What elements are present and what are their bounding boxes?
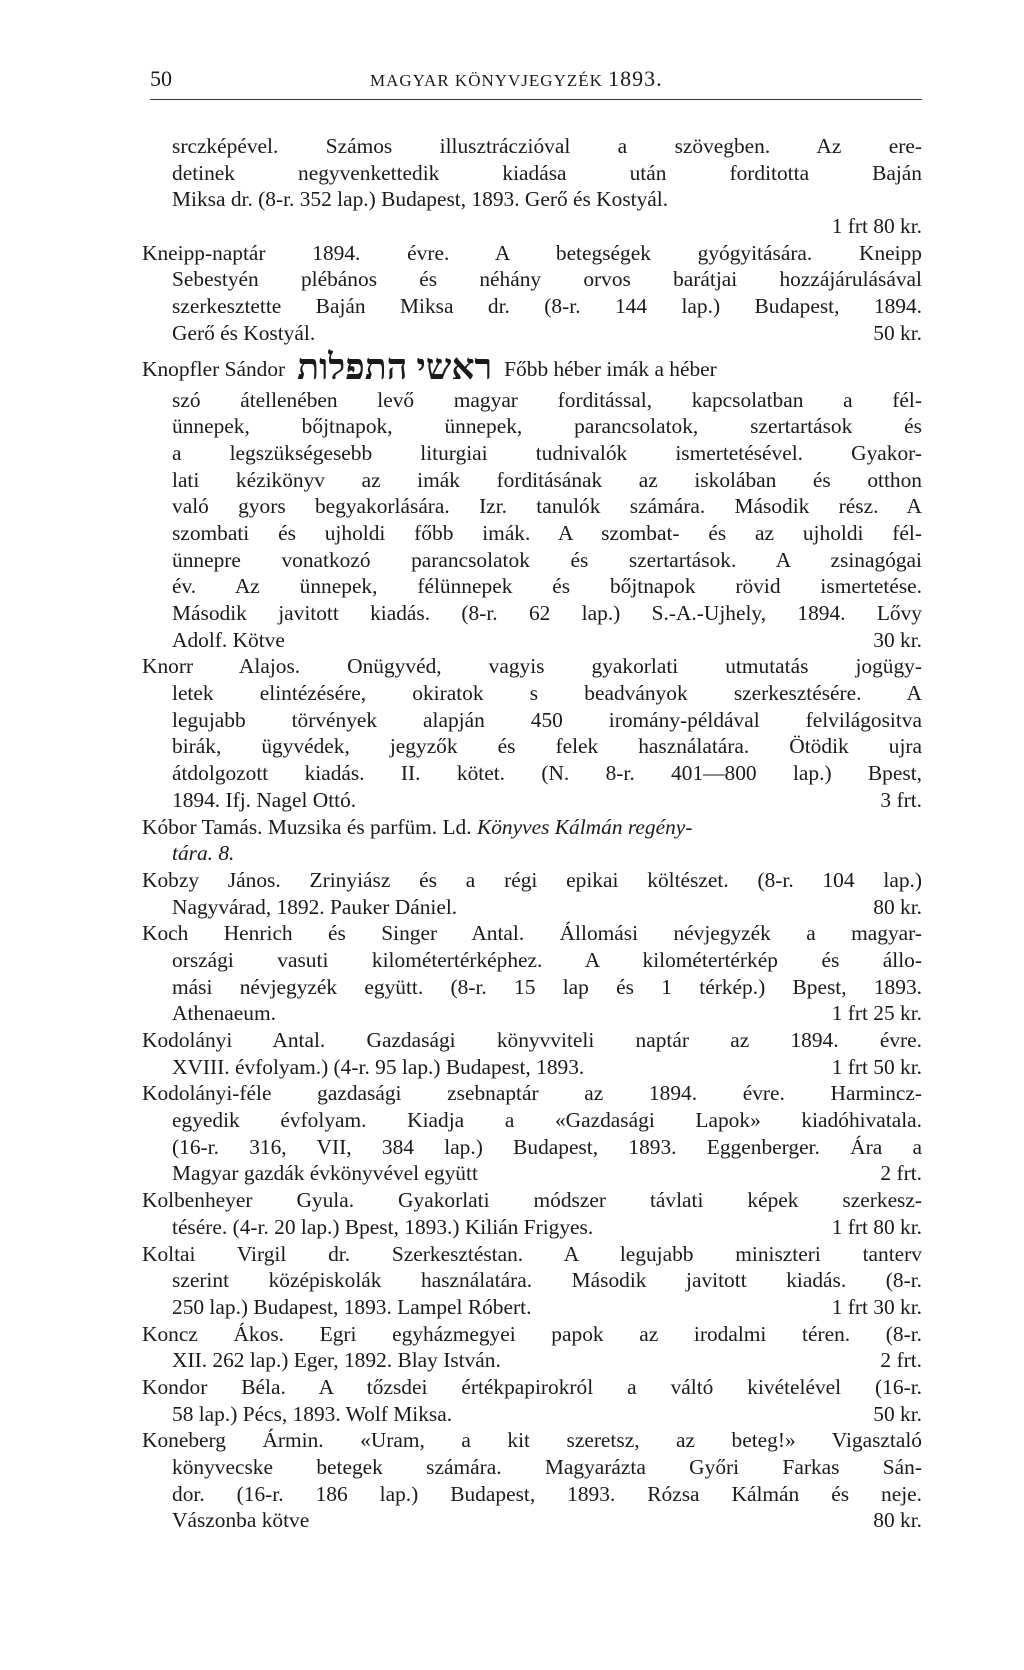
- line-text: Gerő és Kostyál.: [172, 320, 316, 345]
- text-line: [142, 1321, 922, 1348]
- line-text: Kodolányi Antal. Gazdasági könyvviteli naptár az 1894. évre.: [142, 1028, 922, 1052]
- text-line: [142, 1267, 922, 1294]
- line-text: legujabb törvények alapján 450 irománу-példával felvilágositva: [172, 707, 922, 732]
- line-text: Knorr Alajos. Onügyvéd, vagyis gyakorlati utmutatás jogügy-: [142, 654, 922, 679]
- line-text: mási névjegyzék együtt. (8-r. 15 lap és 1 térkép.) Bpest, 1893.: [172, 974, 922, 999]
- text-line: [142, 133, 922, 160]
- text-line: [142, 733, 922, 760]
- line-text: tésére. (4-r. 20 lap.) Bpest, 1893.) Kilián Frigyes.: [172, 1214, 594, 1239]
- price: 50 kr.: [873, 320, 922, 345]
- line-text: szombati és ujholdi főbb imák. A szombat- és az ujholdi fél-: [172, 520, 922, 545]
- line-text: egyedik évfolyam. Kiadja a «Gazdasági Lapok» kiadóhivatala.: [172, 1108, 922, 1133]
- text-line: [142, 1187, 922, 1214]
- line-text: könyvecske betegek számára. Magyarázta Győri Farkas Sán-: [172, 1455, 922, 1479]
- text-line: [142, 266, 922, 293]
- page-number: 50: [150, 66, 172, 91]
- text-line: [142, 213, 922, 240]
- line-text: Koneberg Ármin. «Uram, a kit szeretsz, az beteg!» Vigasztaló: [142, 1428, 922, 1453]
- line-text: Kondor Béla. A tőzsdei értékpapirokról a váltó kivételével (16-r.: [142, 1374, 922, 1399]
- price: 2 frt.: [880, 1161, 922, 1186]
- text-line: [142, 440, 922, 467]
- price: 1 frt 80 kr.: [831, 214, 922, 239]
- line-text: Kóbor Tamás. Muzsika és parfüm. Ld.: [142, 814, 472, 839]
- line-text: letek elintézésére, okiratok s beadványok szerkesztésére. A: [172, 681, 922, 706]
- line-text: Koltai Virgil dr. Szerkesztéstan. A legujabb miniszteri tanterv: [142, 1241, 922, 1266]
- price: 1 frt 50 kr.: [831, 1054, 922, 1079]
- price: 1 frt 25 kr.: [831, 1001, 922, 1026]
- text-line: [142, 1481, 922, 1508]
- text-line: [142, 467, 922, 494]
- line-text: detinek negyvenkettedik kiadása után forditotta Baján: [172, 160, 922, 185]
- text-line: [142, 1374, 922, 1401]
- line-text: Koncz Ákos. Egri egyházmegyei papok az irodalmi téren. (8-r.: [142, 1321, 922, 1346]
- line-text: Miksa dr. (8-r. 352 lap.) Budapest, 1893. Gerő és Kostyál.: [172, 187, 669, 212]
- line-text: Kobzy János. Zrinyiász és a régi epikai költészet. (8-r. 104 lap.): [142, 867, 922, 892]
- line-text: Második javitott kiadás. (8-r. 62 lap.) S.-A.-Ujhely, 1894. Lővy: [172, 601, 922, 625]
- line-text: XVIII. évfolyam.) (4-r. 95 lap.) Budapest, 1893.: [172, 1054, 585, 1079]
- line-text: Nagyvárad, 1892. Pauker Dániel.: [172, 894, 458, 919]
- text-line: [142, 160, 922, 187]
- line-text: 1894. Ifj. Nagel Ottó.: [172, 787, 357, 812]
- line-text: srczképével. Számos illusztráczióval a szövegben. Az ere-: [172, 134, 922, 158]
- line-text: ünnepek, bőjtnapok, ünnepek, parancsolatok, szertartások és: [172, 414, 922, 439]
- line-text: ünnepre vonatkozó parancsolatok és szertartások. A zsinagógai: [172, 547, 922, 572]
- line-text: év. Az ünnepek, félünnepek és bőjtnapok rövid ismertetése.: [172, 574, 922, 599]
- line-text: Kolbenheyer Gyula. Gyakorlati módszer távlati képek szerkesz-: [142, 1188, 922, 1213]
- line-text: Koch Henrich és Singer Antal. Állomási névjegyzék a magyar-: [142, 921, 922, 946]
- line-text: 250 lap.) Budapest, 1893. Lampel Róbert.: [172, 1294, 532, 1319]
- line-text: Adolf. Kötve: [172, 627, 285, 652]
- text-line: [142, 320, 922, 347]
- text-line: [142, 347, 922, 387]
- text-line: [142, 760, 922, 787]
- line-text: Kodolányi-féle gazdasági zsebnaptár az 1894. évre. Harmincz-: [142, 1081, 922, 1106]
- text-line: [142, 186, 922, 213]
- line-text: való gyors begyakorlására. Izr. tanulók számára. Második rész. A: [172, 494, 922, 519]
- text-line: [142, 1507, 922, 1534]
- text-line: [142, 920, 922, 947]
- header-rule: [150, 99, 922, 100]
- text-line: [142, 1294, 922, 1321]
- line-text: 58 lap.) Pécs, 1893. Wolf Miksa.: [172, 1401, 453, 1426]
- price: 30 kr.: [873, 627, 922, 652]
- page-header: [150, 66, 922, 92]
- price: 1 frt 30 kr.: [831, 1294, 922, 1319]
- text-line: [142, 1027, 922, 1054]
- line-text: (16-r. 316, VII, 384 lap.) Budapest, 1893. Eggenberger. Ára a: [172, 1134, 922, 1159]
- running-head: [370, 66, 663, 94]
- text-line: [142, 867, 922, 894]
- text-line: [142, 1134, 922, 1161]
- running-head-year: 1893.: [608, 66, 663, 91]
- text-line: [142, 413, 922, 440]
- text-line: [142, 1160, 922, 1187]
- text-line: [142, 293, 922, 320]
- text-line: [142, 493, 922, 520]
- bibliography-text: [142, 133, 922, 1534]
- text-line: [142, 680, 922, 707]
- line-text: Athenaeum.: [172, 1001, 276, 1026]
- text-line: [142, 1080, 922, 1107]
- text-line: [142, 1214, 922, 1241]
- line-text: birák, ügyvédek, jegyzők és felek használatára. Ötödik ujra: [172, 734, 922, 759]
- text-line: [142, 894, 922, 921]
- entry-title: Főbb héber imák a héber: [504, 356, 717, 381]
- text-line: [142, 520, 922, 547]
- line-text: átdolgozott kiadás. II. kötet. (N. 8-r. 401—800 lap.) Bpest,: [172, 761, 922, 786]
- line-text: XII. 262 lap.) Eger, 1892. Blay István.: [172, 1348, 501, 1373]
- line-text: szerkesztette Baján Miksa dr. (8-r. 144 lap.) Budapest, 1894.: [172, 294, 922, 319]
- text-line: [142, 947, 922, 974]
- line-text: Vászonba kötve: [172, 1508, 310, 1533]
- text-line: [142, 600, 922, 627]
- price: 80 kr.: [873, 894, 922, 919]
- line-text: Sebestyén plébános és néhány orvos barátjai hozzájárulásával: [172, 267, 922, 292]
- line-text: lati kézikönyv az imák forditásának az iskolában és otthon: [172, 467, 922, 492]
- series-title: Könyves Kálmán regény-: [476, 814, 693, 839]
- line-text: a legszükségesebb liturgiai tudnivalók ismertetésével. Gyakor-: [172, 440, 922, 465]
- text-line: [142, 1107, 922, 1134]
- line-text: dor. (16-r. 186 lap.) Budapest, 1893. Rózsa Kálmán és neje.: [172, 1481, 922, 1506]
- entry-author: Knopfler Sándor: [142, 356, 286, 381]
- text-line: [142, 240, 922, 267]
- text-line: [142, 1427, 922, 1454]
- text-line: [142, 1000, 922, 1027]
- text-line: [142, 707, 922, 734]
- running-head-title: MAGYAR KÖNYVJEGYZÉK: [370, 71, 603, 90]
- text-line: [142, 1347, 922, 1374]
- line-text: Magyar gazdák évkönyvével együtt: [172, 1161, 478, 1186]
- text-line: [142, 787, 922, 814]
- line-text: szó átellenében levő magyar forditással, kapcsolatban a fél-: [172, 387, 922, 412]
- line-text: szerint középiskolák használatára. Második javitott kiadás. (8-r.: [172, 1268, 922, 1293]
- text-line: [142, 1054, 922, 1081]
- text-line: [142, 814, 922, 841]
- hebrew-title: ראשי התפלות: [297, 346, 493, 387]
- text-line: [142, 1241, 922, 1268]
- text-line: [142, 387, 922, 414]
- price: 80 kr.: [873, 1508, 922, 1533]
- price: 1 frt 80 kr.: [831, 1214, 922, 1239]
- price: 50 kr.: [873, 1401, 922, 1426]
- text-line: [142, 653, 922, 680]
- text-line: [142, 1454, 922, 1481]
- price: 3 frt.: [880, 787, 922, 812]
- text-line: [142, 1401, 922, 1428]
- text-line: [142, 573, 922, 600]
- line-text: Kneipp-naptár 1894. évre. A betegségek gyógyitására. Kneipp: [142, 240, 922, 265]
- text-line: [142, 547, 922, 574]
- series-title: tára. 8.: [172, 841, 235, 866]
- text-line: [142, 627, 922, 654]
- price: 2 frt.: [880, 1348, 922, 1373]
- text-line: [142, 974, 922, 1001]
- line-text: országi vasuti kilométertérképhez. A kilométertérkép és állo-: [172, 947, 922, 972]
- text-line: [142, 840, 922, 867]
